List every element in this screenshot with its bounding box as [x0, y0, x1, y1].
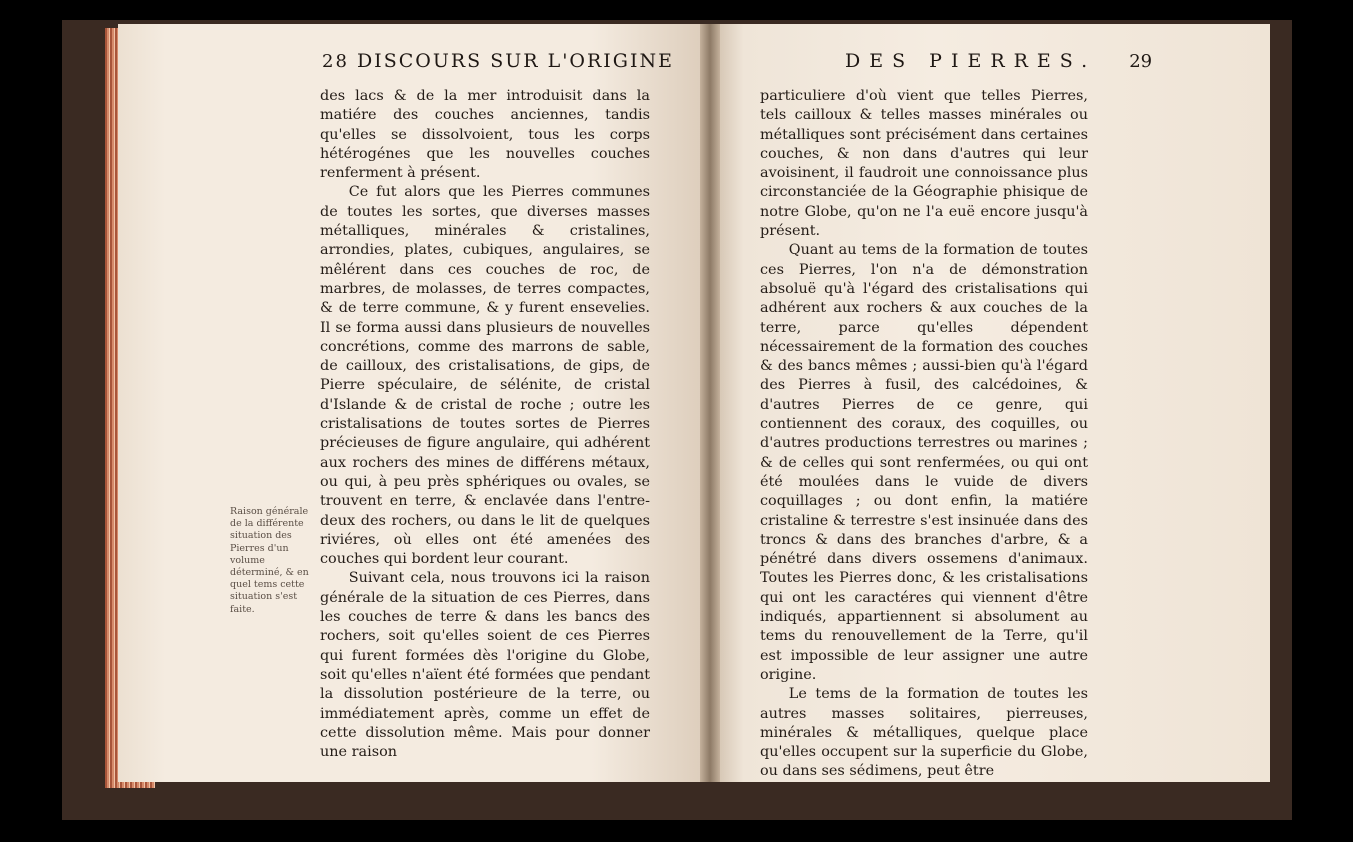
margin-note: Raison générale de la différente situation des Pierres d'un volume déterminé, & en quel tems cette situation s'est faite. [230, 506, 309, 615]
book-gutter [700, 24, 720, 782]
right-paragraph: Quant au tems de la formation de toutes ces Pierres, l'on n'a de démonstration absoluë qu'à l'égard des cristalisations qui adhérent aux rochers & aux couches de la terre, parce qu'elles dépendent nécessairement de la formation des couches & des bancs mêmes ; aussi-bien qu'à l'égard des Pierres à fusil, des calcédoines, & d'autres Pierres de ce genre, qui contiennent des coraux, des coquilles, ou d'autres productions terrestres ou marines ; & de celles qui sont renfermées, ou qui ont été moulées dans le vuide de divers coquillages ; ou dont enfin, la matiére cristaline & terrestre s'est insinuée dans des troncs & dans des branches d'arbre, & a pénétré dans divers ossemens d'animaux. Toutes les Pierres donc, & les cristalisations qui ont les caractéres qui viennent d'être indiqués, appartiennent si absolument au tems du renouvellement de la Terre, qu'il est impossible de leur assigner une autre origine. [760, 242, 1088, 683]
right-paragraph: particuliere d'où vient que telles Pierres, tels cailloux & telles masses minérales ou métalliques sont précisément dans certaines couches, & non dans d'autres qui leur avoisinent, il faudroit une connoissance plus circonstanciée de la Géographie phisique de notre Globe, qu'on ne l'a euë encore jusqu'à présent. [760, 88, 1088, 240]
left-page-number: 28 [322, 51, 349, 72]
left-running-head [322, 50, 674, 72]
right-paragraph: Le tems de la formation de toutes les autres masses solitaires, pierreuses, minérales & métalliques, quelque place qu'elles occupent sur la superficie du Globe, ou dans ses sédimens, peut être [760, 686, 1088, 780]
left-paragraph: Ce fut alors que les Pierres communes de toutes les sortes, que diverses masses métalliques, minérales & cristalines, arrondies, plates, cubiques, angulaires, se mêlérent dans ces couches de roc, de marbres, de molasses, de terres compactes, & de terre commune, & y furent ensevelies. Il se forma aussi dans plusieurs de nouvelles concrétions, comme des marrons de sable, de cailloux, des cristalisations, de gips, de Pierre spéculaire, de sélénite, de cristal d'Islande & de cristal de roche ; outre les cristalisations de toutes sortes de Pierres précieuses de figure angulaire, qui adhérent aux rochers des mines de différens métaux, ou qui, à peu près sphériques ou ovales, se trouvent en terre, & enclavée dans l'entre-deux des rochers, ou dans le lit de quelques riviéres, où elles ont été amenées des couches qui bordent leur courant. [320, 184, 650, 568]
right-header-title: DES PIERRES. [845, 50, 1097, 72]
left-text-column [320, 87, 650, 762]
right-page-number: 29 [1129, 51, 1153, 72]
left-header-title: DISCOURS SUR L'ORIGINE [356, 50, 674, 72]
left-paragraph: des lacs & de la mer introduisit dans la matiére des couches anciennes, tandis qu'elles se dissolvoient, tous les corps hétérogénes que les nouvelles couches renferment à présent. [320, 88, 650, 182]
right-running-head [845, 50, 1152, 72]
right-text-column [760, 87, 1088, 782]
left-paragraph: Suivant cela, nous trouvons ici la raison générale de la situation de ces Pierres, dans les couches de terre & dans les bancs des rochers, soit qu'elles soient de ces Pierres qui furent formées dès l'origine du Globe, soit qu'elles n'aïent été formées que pendant la dissolution postérieure de la terre, ou immédiatement après, comme un effet de cette dissolution même. Mais pour donner une raison [320, 570, 650, 761]
